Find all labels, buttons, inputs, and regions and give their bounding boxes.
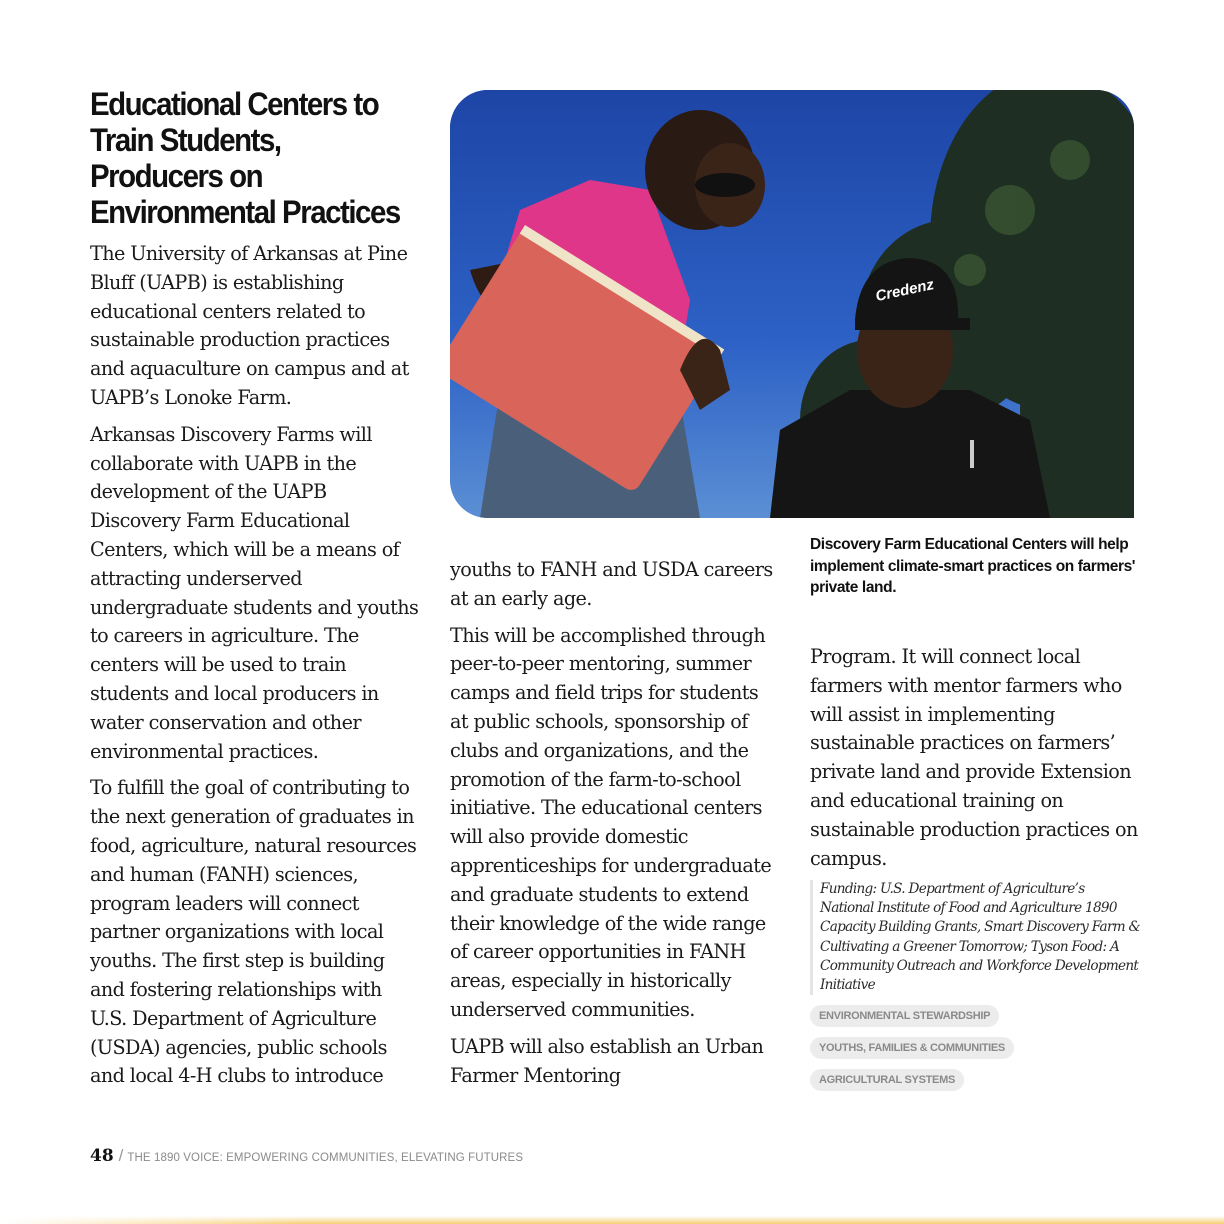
paragraph: This will be accomplished through peer-to-peer mentoring, summer camps and field trips for students at public schools, sponsorship of clubs and organizations, and the promotion of the farm-to-school initiative. The educational centers will also provide domestic apprenticeships for undergraduate and graduate students to extend their knowledge of the wide range of career opportunities in FANH areas, especially in historically underserved communities. [450,623,772,1021]
paragraph: Program. It will connect local farmers with mentor farmers who will assist in implementing sustainable practices on farmers’ private land and provide Extension and educational training on sustainable production practices on campus. [810,645,1138,870]
paragraph: youths to FANH and USDA careers at an early age. [450,558,773,610]
article-headline: Educational Centers to Train Students, Producers on Environmental Practices [90,86,400,230]
article-photo [450,90,1134,518]
column-2 [450,556,780,1098]
page-number: 48 [90,1146,114,1166]
paragraph: Arkansas Discovery Farms will collaborate with UAPB in the development of the UAPB Discovery Farm Educational Centers, which will be a means of attracting underserved undergraduate students and youths to careers in agriculture. The centers will be used to train students and local producers in water conservation and other environmental practices. [90,422,419,763]
footer-separator: / [118,1146,124,1165]
photo-illustration [450,90,1134,518]
tag-youths-families-communities[interactable]: YOUTHS, FAMILIES & COMMUNITIES [810,1037,1014,1059]
tag-agricultural-systems[interactable]: AGRICULTURAL SYSTEMS [810,1069,964,1091]
column-1 [90,240,420,1099]
funding-note: Funding: U.S. Department of Agriculture’s National Institute of Food and Agriculture 1890 Capacity Building Grants, Smart Discovery Farm & Cultivating a Greener Tomorrow; Tyson Food: A Community Outreach and Workforce Development Initiative [810,880,1140,995]
paragraph: To fulfill the goal of contributing to the next generation of graduates in food, agriculture, natural resources and human (FANH) sciences, program leaders will connect partner organizations with local youths. The first step is building and fostering relationships with U.S. Department of Agriculture (USDA) agencies, public schools and local 4-H clubs to introduce [90,776,417,1088]
photo-caption: Discovery Farm Educational Centers will help implement climate-smart practices on farmers' private land. [810,536,1136,596]
topic-tags [810,1005,1014,1101]
accent-band [0,1216,1224,1224]
cap-logo: Credenz [873,276,936,306]
tag-environmental-stewardship[interactable]: ENVIRONMENTAL STEWARDSHIP [810,1005,999,1027]
publication-title: THE 1890 VOICE: EMPOWERING COMMUNITIES, ELEVATING FUTURES [127,1152,524,1164]
column-3 [810,643,1140,881]
page-footer [90,1146,523,1166]
paragraph: The University of Arkansas at Pine Bluff (UAPB) is establishing educational centers related to sustainable production practices and aquaculture on campus and at UAPB’s Lonoke Farm. [90,242,409,409]
paragraph: UAPB will also establish an Urban Farmer Mentoring [450,1034,764,1087]
